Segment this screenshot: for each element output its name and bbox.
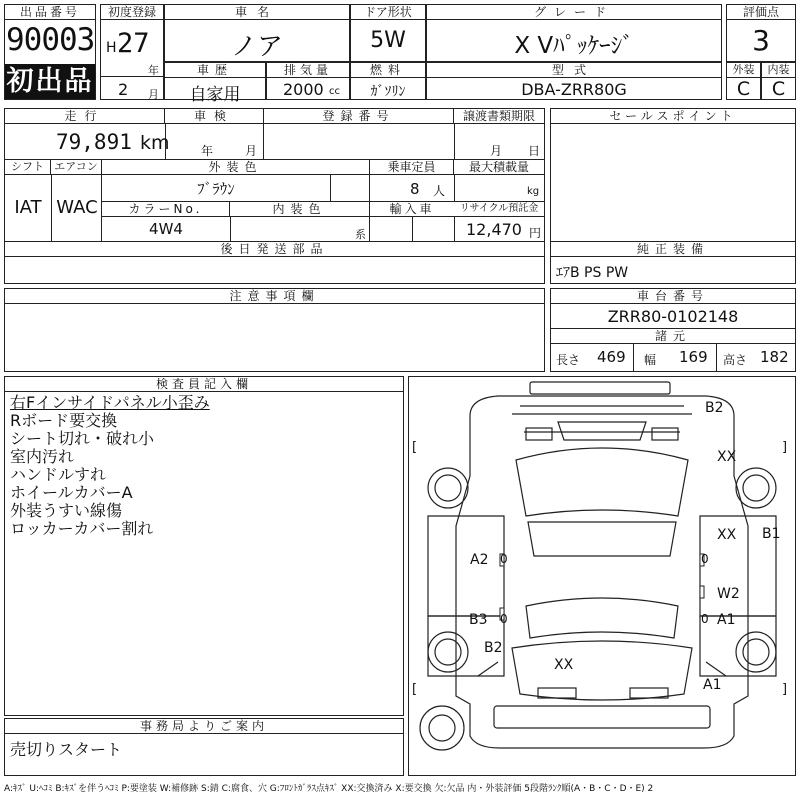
damage-mark: A2 (470, 552, 489, 568)
reg-era: H (106, 40, 117, 56)
car-name: ノア (230, 32, 283, 62)
damage-mark: XX (554, 657, 574, 673)
equipment-label: 純正装備 (551, 242, 795, 257)
mileage-unit: km (140, 132, 170, 154)
car-name-label: 車名 (165, 5, 349, 20)
grade: X Vﾊﾟｯｹｰｼﾞ (514, 33, 634, 59)
fuel: ｶﾞｿﾘﾝ (370, 84, 406, 100)
zero-mark: 0 (701, 612, 709, 626)
bracket-right-top: ] (782, 440, 788, 455)
reg-divider (101, 76, 163, 77)
row2-col-line2 (330, 175, 370, 201)
door-type: 5W (370, 28, 406, 53)
bracket-left-top: [ (412, 440, 418, 455)
recycle-unit: 円 (529, 226, 542, 240)
reg-month-unit: 月 (148, 88, 159, 101)
transfer-label: 譲渡書類期限 (454, 109, 544, 124)
damage-mark: A1 (717, 612, 736, 628)
legend: A:ｷｽﾞ U:ﾍｺﾐ B:ｷｽﾞを伴うﾍｺﾐ P:要塗装 W:補修跡 S:錆 C:腐食、穴 G:ﾌﾛﾝﾄｶﾞﾗｽ点ｷｽﾞ XX:交換済み X:要交換 欠:欠品 内・外装評価 5段階ﾗﾝｸ順(A・B・C・D・E) 2 (4, 784, 654, 794)
history-label: 車歴 (165, 63, 265, 78)
chassis-label: 車台番号 (551, 289, 795, 304)
capacity-unit: 人 (433, 184, 446, 198)
width: 169 (679, 348, 708, 366)
model: DBA-ZRR80G (521, 80, 627, 99)
history: 自家用 (189, 85, 241, 105)
length-label: 長さ (556, 353, 581, 367)
sales-points-box (550, 108, 796, 242)
regno-label: 登録番号 (264, 109, 454, 124)
ac: WAC (56, 197, 98, 218)
int-grade: C (771, 78, 786, 100)
inspector-line: 右Fインサイドパネル小歪み (10, 393, 210, 412)
lot-number: 90003 (6, 22, 95, 58)
bracket-right-bottom: ] (782, 682, 788, 697)
capacity: 8 (410, 180, 420, 198)
office-message: 売切りスタート (10, 740, 123, 759)
reg-year-unit: 年 (148, 64, 159, 77)
dims-div1 (633, 344, 634, 371)
insp-year-unit: 年 (201, 144, 214, 158)
ac-label: エアコン (51, 160, 102, 175)
import-label: 輸入車 (370, 202, 454, 217)
ext-grade: C (736, 78, 751, 100)
height: 182 (760, 348, 789, 366)
score-label: 評価点 (727, 5, 795, 20)
disp-unit: cc (329, 86, 340, 97)
first-listing-badge: 初出品 (6, 66, 94, 97)
inspector-line: シート切れ・破れ小 (10, 429, 155, 448)
inspector-line: 室内汚れ (10, 447, 75, 466)
damage-mark: XX (717, 527, 737, 543)
color: ﾌﾞﾗｳﾝ (197, 180, 235, 198)
reg-month: 2 (118, 80, 129, 99)
color-label: 外装色 (102, 160, 370, 175)
zero-mark: 0 (500, 552, 508, 566)
capacity-label: 乗車定員 (370, 160, 454, 175)
later-parts-label: 後日発送部品 (5, 242, 544, 257)
maxload-unit: kg (527, 186, 540, 197)
maxload-label: 最大積載量 (454, 160, 544, 175)
transfer-day-unit: 日 (528, 144, 541, 158)
inspector-line: Rボード要交換 (10, 411, 118, 430)
office-title: 事務局よりご案内 (5, 719, 403, 734)
inspector-title: 検査員記入欄 (5, 377, 403, 392)
inspector-line: ロッカーカバー割れ (10, 519, 154, 538)
notes-label: 注意事項欄 (5, 289, 544, 304)
inspector-lines (10, 394, 210, 538)
reg-label: 初度登録 (101, 5, 163, 20)
height-label: 高さ (723, 353, 748, 367)
transfer-month-unit: 月 (490, 144, 503, 158)
damage-mark: XX (717, 449, 737, 465)
fuel-label: 燃料 (351, 63, 425, 78)
recycle: 12,470 (466, 220, 522, 239)
bracket-left-bottom: [ (412, 682, 418, 697)
recycle-label: リサイクル預託金 (454, 202, 544, 217)
insp-month-unit: 月 (245, 144, 258, 158)
mileage: 79,891 (56, 130, 132, 154)
width-label: 幅 (644, 353, 657, 367)
ext-label: 外装 (727, 63, 760, 78)
sales-points-label: セールスポイント (551, 109, 795, 124)
interior-color-unit: 系 (355, 228, 366, 241)
lot-label: 出品番号 (5, 5, 95, 20)
disp-label: 排気量 (267, 63, 349, 78)
inspection-label: 車検 (165, 109, 264, 124)
dims-label: 諸元 (551, 328, 795, 344)
displacement: 2000 (283, 80, 324, 99)
damage-mark: W2 (717, 586, 740, 602)
damage-mark: B2 (705, 400, 724, 416)
row3-col-line2 (412, 217, 413, 241)
zero-mark: 0 (701, 552, 709, 566)
zero-mark: 0 (500, 612, 508, 626)
shift: IAT (14, 197, 42, 218)
score: 3 (752, 24, 770, 57)
chassis-number: ZRR80-0102148 (607, 307, 739, 326)
dims-div2 (716, 344, 717, 371)
grade-label: グレード (427, 5, 721, 20)
car-diagram (408, 376, 796, 776)
row1-divider2 (454, 124, 455, 159)
inspector-line: ハンドルすれ (10, 465, 107, 484)
equipment: ｴｱB PS PW (556, 265, 629, 281)
door-label: ドア形状 (351, 5, 425, 20)
damage-mark: B1 (762, 526, 781, 542)
shift-label: シフト (5, 160, 51, 175)
inspector-line: 外装うすい線傷 (10, 501, 123, 520)
damage-mark: A1 (703, 677, 722, 693)
colorno: 4W4 (149, 220, 183, 238)
damage-mark: B2 (484, 640, 503, 656)
colorno-label: カラーNo. (102, 202, 230, 217)
model-label: 型式 (427, 63, 721, 78)
inspector-line: ホイールカバーA (10, 483, 133, 502)
interior-color-label: 内装色 (230, 202, 370, 217)
int-label: 内装 (762, 63, 795, 78)
damage-mark: B3 (469, 612, 488, 628)
length: 469 (597, 348, 626, 366)
reg-year: 27 (117, 28, 150, 59)
mileage-label: 走行 (5, 109, 165, 124)
row3-col-lines (230, 217, 370, 241)
